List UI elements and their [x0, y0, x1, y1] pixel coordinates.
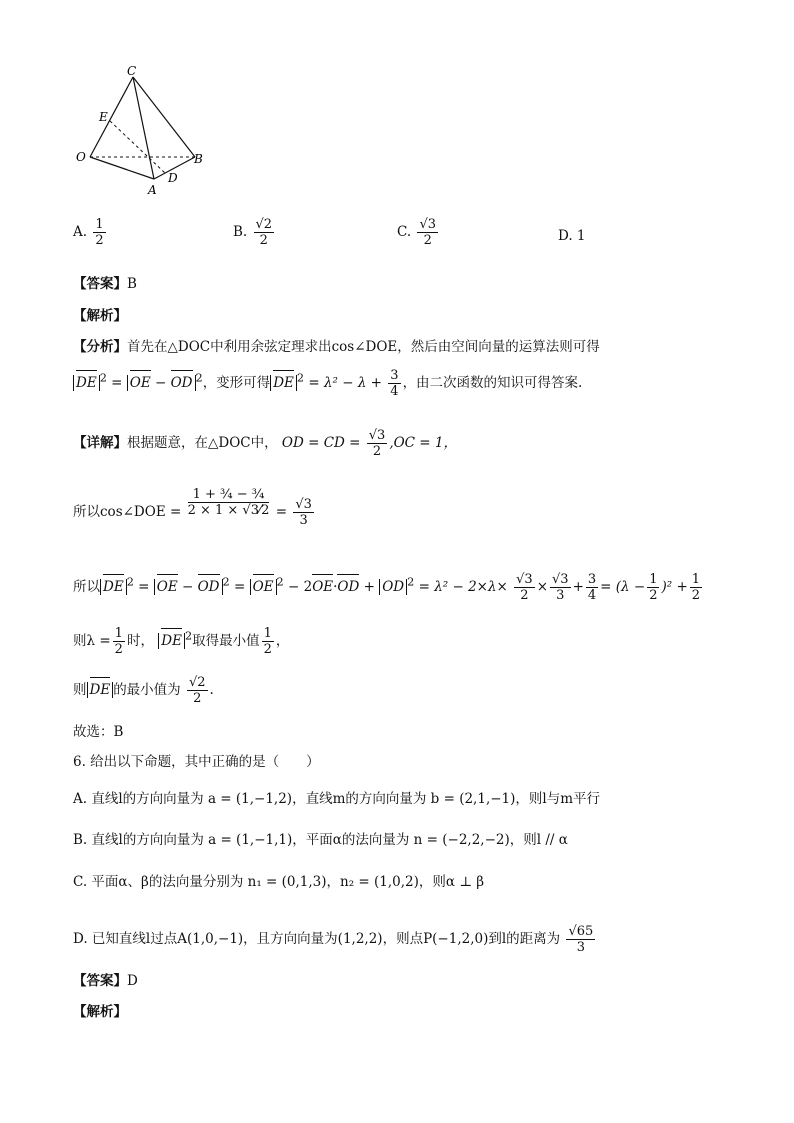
q5-analysis-tag: 【解析】 — [73, 308, 127, 324]
q6-analysis-tag: 【解析】 — [73, 1004, 127, 1020]
q6-answer: 【答案】D — [73, 973, 138, 989]
q6-title: 6. 给出以下命题，其中正确的是（ ） — [73, 754, 320, 770]
q6-option-d: D. 已知直线l过点A(1,0,−1)，且方向向量为(1,2,2)，则点P(−1,2,0)到l的距离为 $\frac{√65}{3}$ — [73, 924, 594, 955]
label-e: E — [99, 110, 108, 124]
label-a: A — [148, 183, 157, 197]
option-c: C. $\frac{√3}{2}$ — [397, 217, 436, 248]
q6-option-b: B. 直线l的方向向量为 a = (1,−1,1)，平面α的法向量为 n = (−2,2,−2)，则l // α — [73, 832, 568, 848]
q5-min-line: 则λ = $\frac{1}{2}$ 时， DE $^2$取得最小值 $\frac{1}{2}$ ， — [73, 626, 290, 657]
label-d: D — [168, 171, 178, 185]
label-o: O — [76, 150, 86, 164]
option-d: D. 1 — [558, 228, 586, 244]
q5-detail: 【详解】根据题意，在△DOC中， OD = CD = $\frac{√3}{2}$ ,OC = 1， — [73, 428, 457, 459]
q5-choose: 故选：B — [73, 724, 124, 740]
label-b: B — [194, 152, 203, 166]
q5-fenxi-line2: DE $^2$ = OE − OD $^2$，变形可得 DE $^2$ = λ² − λ + $\frac{3}{4}$ ，由二次函数的知识可得答案. — [73, 368, 582, 399]
q5-expand-line: 所以 DE $^2$ = OE − OD $^2$ = OE $^2$ − 2OE·OD + OD $^2$ = λ² − 2×λ× $\frac{√3}{2}$ × $\frac{√3}{3}$ + $\frac{3}{4}$ = (λ − $\frac{1}{2}$ )² + $\frac{1}{2}$ — [73, 572, 701, 603]
option-a: A. $\frac{1}{2}$ — [73, 217, 104, 248]
q6-option-c: C. 平面α、β的法向量分别为 n₁ = (0,1,3)，n₂ = (1,0,2)，则α ⊥ β — [73, 874, 485, 890]
q5-result-line: 则 DE 的最小值为 $\frac{√2}{2}$ . — [73, 675, 214, 706]
q5-cos-line: 所以cos∠DOE = $\frac{\text{1 + ¾ − ¾}}{2 \times 1 \times √3⁄2}$ = $\frac{√3}{3}$ — [73, 487, 312, 528]
q6-option-a: A. 直线l的方向向量为 a = (1,−1,2)，直线m的方向向量为 b = (2,1,−1)，则l与m平行 — [73, 791, 601, 807]
label-c: C — [127, 65, 137, 78]
q5-fenxi: 【分析】首先在△DOC中利用余弦定理求出cos∠DOE，然后由空间向量的运算法则可得 — [73, 339, 600, 355]
q5-answer: 【答案】B — [73, 276, 137, 292]
tetrahedron-figure — [70, 65, 220, 200]
option-b: B. $\frac{√2}{2}$ — [233, 217, 273, 248]
